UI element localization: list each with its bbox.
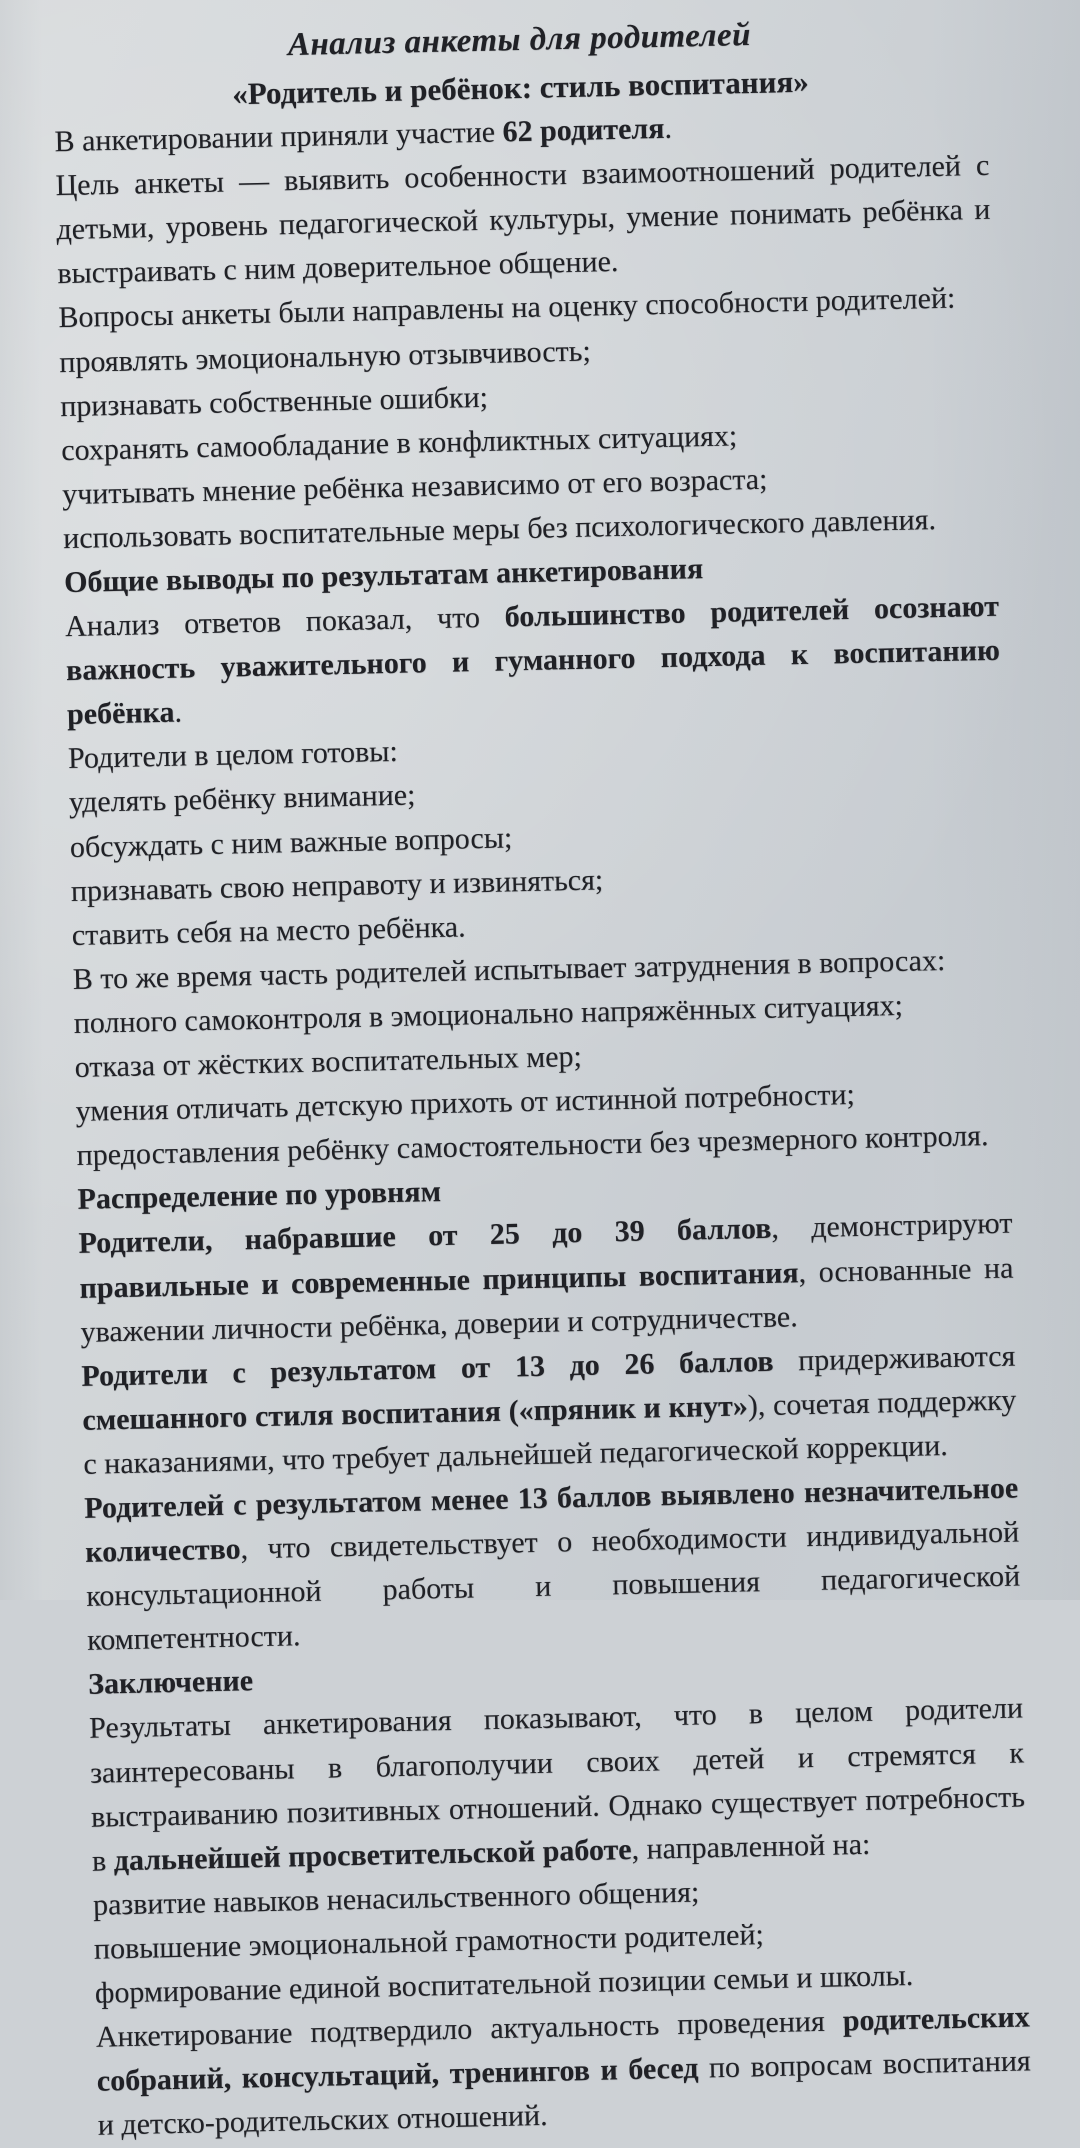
paragraph: полного самоконтроля в эмоционально напряжённых ситуациях;	[73, 982, 1008, 1046]
paragraph: умения отличать детскую прихоть от истинной потребности;	[75, 1070, 1010, 1134]
paragraph: предоставления ребёнку самостоятельности без чрезмерного контроля.	[76, 1114, 1011, 1178]
paragraph: Анализ ответов показал, что большинство родителей осознают важность уважительного и гуманного подхода к воспитанию ребёнка.	[65, 585, 1002, 738]
section-heading: Общие выводы по результатам анкетирования	[64, 541, 999, 605]
paragraph: формирование единой воспитательной позиции семьи и школы.	[94, 1951, 1029, 2015]
paragraph: В анкетировании приняли участие 62 родителя.	[54, 100, 989, 164]
paragraph: признавать собственные ошибки;	[60, 364, 995, 428]
section-heading: Заключение	[88, 1643, 1023, 1707]
paragraph: уделять ребёнку внимание;	[68, 761, 1003, 825]
paragraph: Анкетирование подтвердило актуальность проведения родительских собраний, консультаций, тренингов и бесед по вопросам воспитания и детско-родительских отношений.	[95, 1995, 1032, 2148]
paragraph: Результаты анкетирования показывают, что в целом родители заинтересованы в благополучии своих детей и стремятся к выстраиванию позитивных отношений. Однако существует потребность в дальнейшей просветительской работе, направленной на:	[89, 1687, 1027, 1884]
section-heading: Распределение по уровням	[77, 1158, 1012, 1222]
paragraph: использовать воспитательные меры без психологического давления.	[63, 497, 998, 561]
paragraph: учитывать мнение ребёнка независимо от его возраста;	[62, 453, 997, 517]
paragraph: Родители в целом готовы:	[68, 717, 1003, 781]
paragraph: обсуждать с ним важные вопросы;	[69, 805, 1004, 869]
doc-subtitle: «Родитель и ребёнок: стиль воспитания»	[53, 54, 988, 120]
paragraph: Цель анкеты — выявить особенности взаимоотношений родителей с детьми, уровень педагогической культуры, умение понимать ребёнка и выстраивать с ним доверительное общение.	[55, 144, 992, 297]
paragraph: Вопросы анкеты были направлены на оценку способности родителей:	[58, 276, 993, 340]
paragraph: признавать свою неправоту и извиняться;	[70, 849, 1005, 913]
paragraph: сохранять самообладание в конфликтных ситуациях;	[61, 408, 996, 472]
paragraph: проявлять эмоциональную отзывчивость;	[59, 320, 994, 384]
paragraph: ставить себя на место ребёнка.	[71, 893, 1006, 957]
paragraph: Родители с результатом от 13 до 26 баллов придерживаются смешанного стиля воспитания («пряник и кнут»), сочетая поддержку с наказаниями, что требует дальнейшей педагогической коррекции.	[81, 1334, 1018, 1487]
doc-body	[54, 100, 1032, 2148]
paragraph: Родителей с результатом менее 13 баллов выявлено незначительное количество, что свидетельствует о необходимости индивидуальной консультационной работы и повышения педагогической компетентности.	[84, 1466, 1022, 1663]
document-page	[52, 6, 1032, 2148]
paragraph: отказа от жёстких воспитательных мер;	[74, 1026, 1009, 1090]
paragraph: повышение эмоциональной грамотности родителей;	[93, 1907, 1028, 1971]
doc-title: Анализ анкеты для родителей	[52, 6, 987, 75]
paragraph: развитие навыков ненасильственного общения;	[93, 1863, 1028, 1927]
paragraph: Родители, набравшие от 25 до 39 баллов, демонстрируют правильные и современные принципы воспитания, основанные на уважении личности ребёнка, доверии и сотрудничестве.	[78, 1202, 1015, 1355]
paragraph: В то же время часть родителей испытывает затруднения в вопросах:	[72, 937, 1007, 1001]
